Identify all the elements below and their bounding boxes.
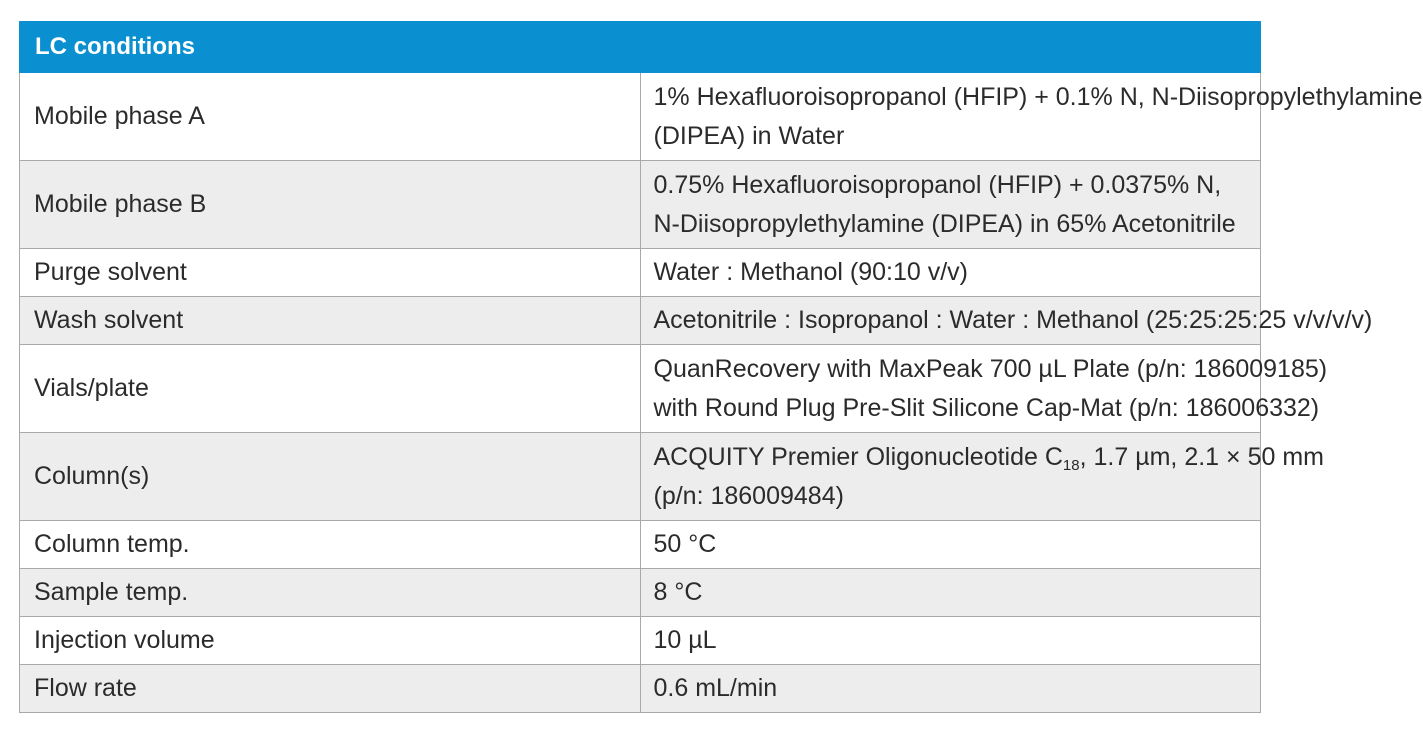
row-value: Water : Methanol (90:10 v/v) bbox=[640, 249, 1261, 297]
row-label: Purge solvent bbox=[20, 249, 641, 297]
table-header-row bbox=[20, 22, 1261, 73]
row-value bbox=[640, 73, 1423, 161]
row-label: Mobile phase B bbox=[20, 161, 641, 249]
row-label: Mobile phase A bbox=[20, 73, 641, 161]
row-label: Column temp. bbox=[20, 521, 641, 569]
carbon-subscript: 18 bbox=[1062, 456, 1080, 474]
row-label: Wash solvent bbox=[20, 297, 641, 345]
row-label: Column(s) bbox=[20, 433, 641, 521]
table-row-column-temp bbox=[20, 521, 1261, 569]
row-value-line: QuanRecovery with MaxPeak 700 µL Plate (p/n: 186009185) bbox=[653, 354, 1328, 383]
row-value-line bbox=[653, 438, 1324, 477]
row-value bbox=[640, 433, 1324, 521]
column-spec-text: , 1.7 µm, 2.1 × 50 mm bbox=[1079, 442, 1324, 471]
row-label: Vials/plate bbox=[20, 345, 641, 433]
table-row-mobile-phase-a bbox=[20, 73, 1261, 161]
table-row-mobile-phase-b bbox=[20, 161, 1261, 249]
row-label: Flow rate bbox=[20, 665, 641, 713]
row-value: 50 °C bbox=[640, 521, 1261, 569]
row-value-line: 0.75% Hexafluoroisopropanol (HFIP) + 0.0375% N, bbox=[653, 170, 1222, 199]
row-value-line: N-Diisopropylethylamine (DIPEA) in 65% Acetonitrile bbox=[653, 209, 1236, 238]
row-value-line: with Round Plug Pre-Slit Silicone Cap-Mat (p/n: 186006332) bbox=[653, 393, 1320, 422]
row-label: Sample temp. bbox=[20, 569, 641, 617]
row-value-line: (DIPEA) in Water bbox=[653, 121, 845, 150]
row-value bbox=[640, 345, 1328, 433]
column-name-text: ACQUITY Premier Oligonucleotide C bbox=[653, 442, 1063, 471]
row-label: Injection volume bbox=[20, 617, 641, 665]
table-row-injection-volume bbox=[20, 617, 1261, 665]
table-row-purge-solvent bbox=[20, 249, 1261, 297]
table-row-flow-rate bbox=[20, 665, 1261, 713]
row-value: Acetonitrile : Isopropanol : Water : Methanol (25:25:25:25 v/v/v/v) bbox=[640, 297, 1261, 345]
row-value: 0.6 mL/min bbox=[640, 665, 1261, 713]
table-title: LC conditions bbox=[20, 22, 1261, 73]
table-row-wash-solvent bbox=[20, 297, 1261, 345]
row-value-line: (p/n: 186009484) bbox=[653, 481, 844, 510]
table-row-columns bbox=[20, 433, 1261, 521]
row-value bbox=[640, 161, 1261, 249]
row-value-line: 1% Hexafluoroisopropanol (HFIP) + 0.1% N, N-Diisopropylethylamine bbox=[653, 82, 1423, 111]
row-value: 10 µL bbox=[640, 617, 1261, 665]
lc-conditions-table-container bbox=[19, 21, 1423, 713]
lc-conditions-table bbox=[19, 21, 1423, 713]
table-row-vials-plate bbox=[20, 345, 1261, 433]
row-value: 8 °C bbox=[640, 569, 1261, 617]
table-row-sample-temp bbox=[20, 569, 1261, 617]
